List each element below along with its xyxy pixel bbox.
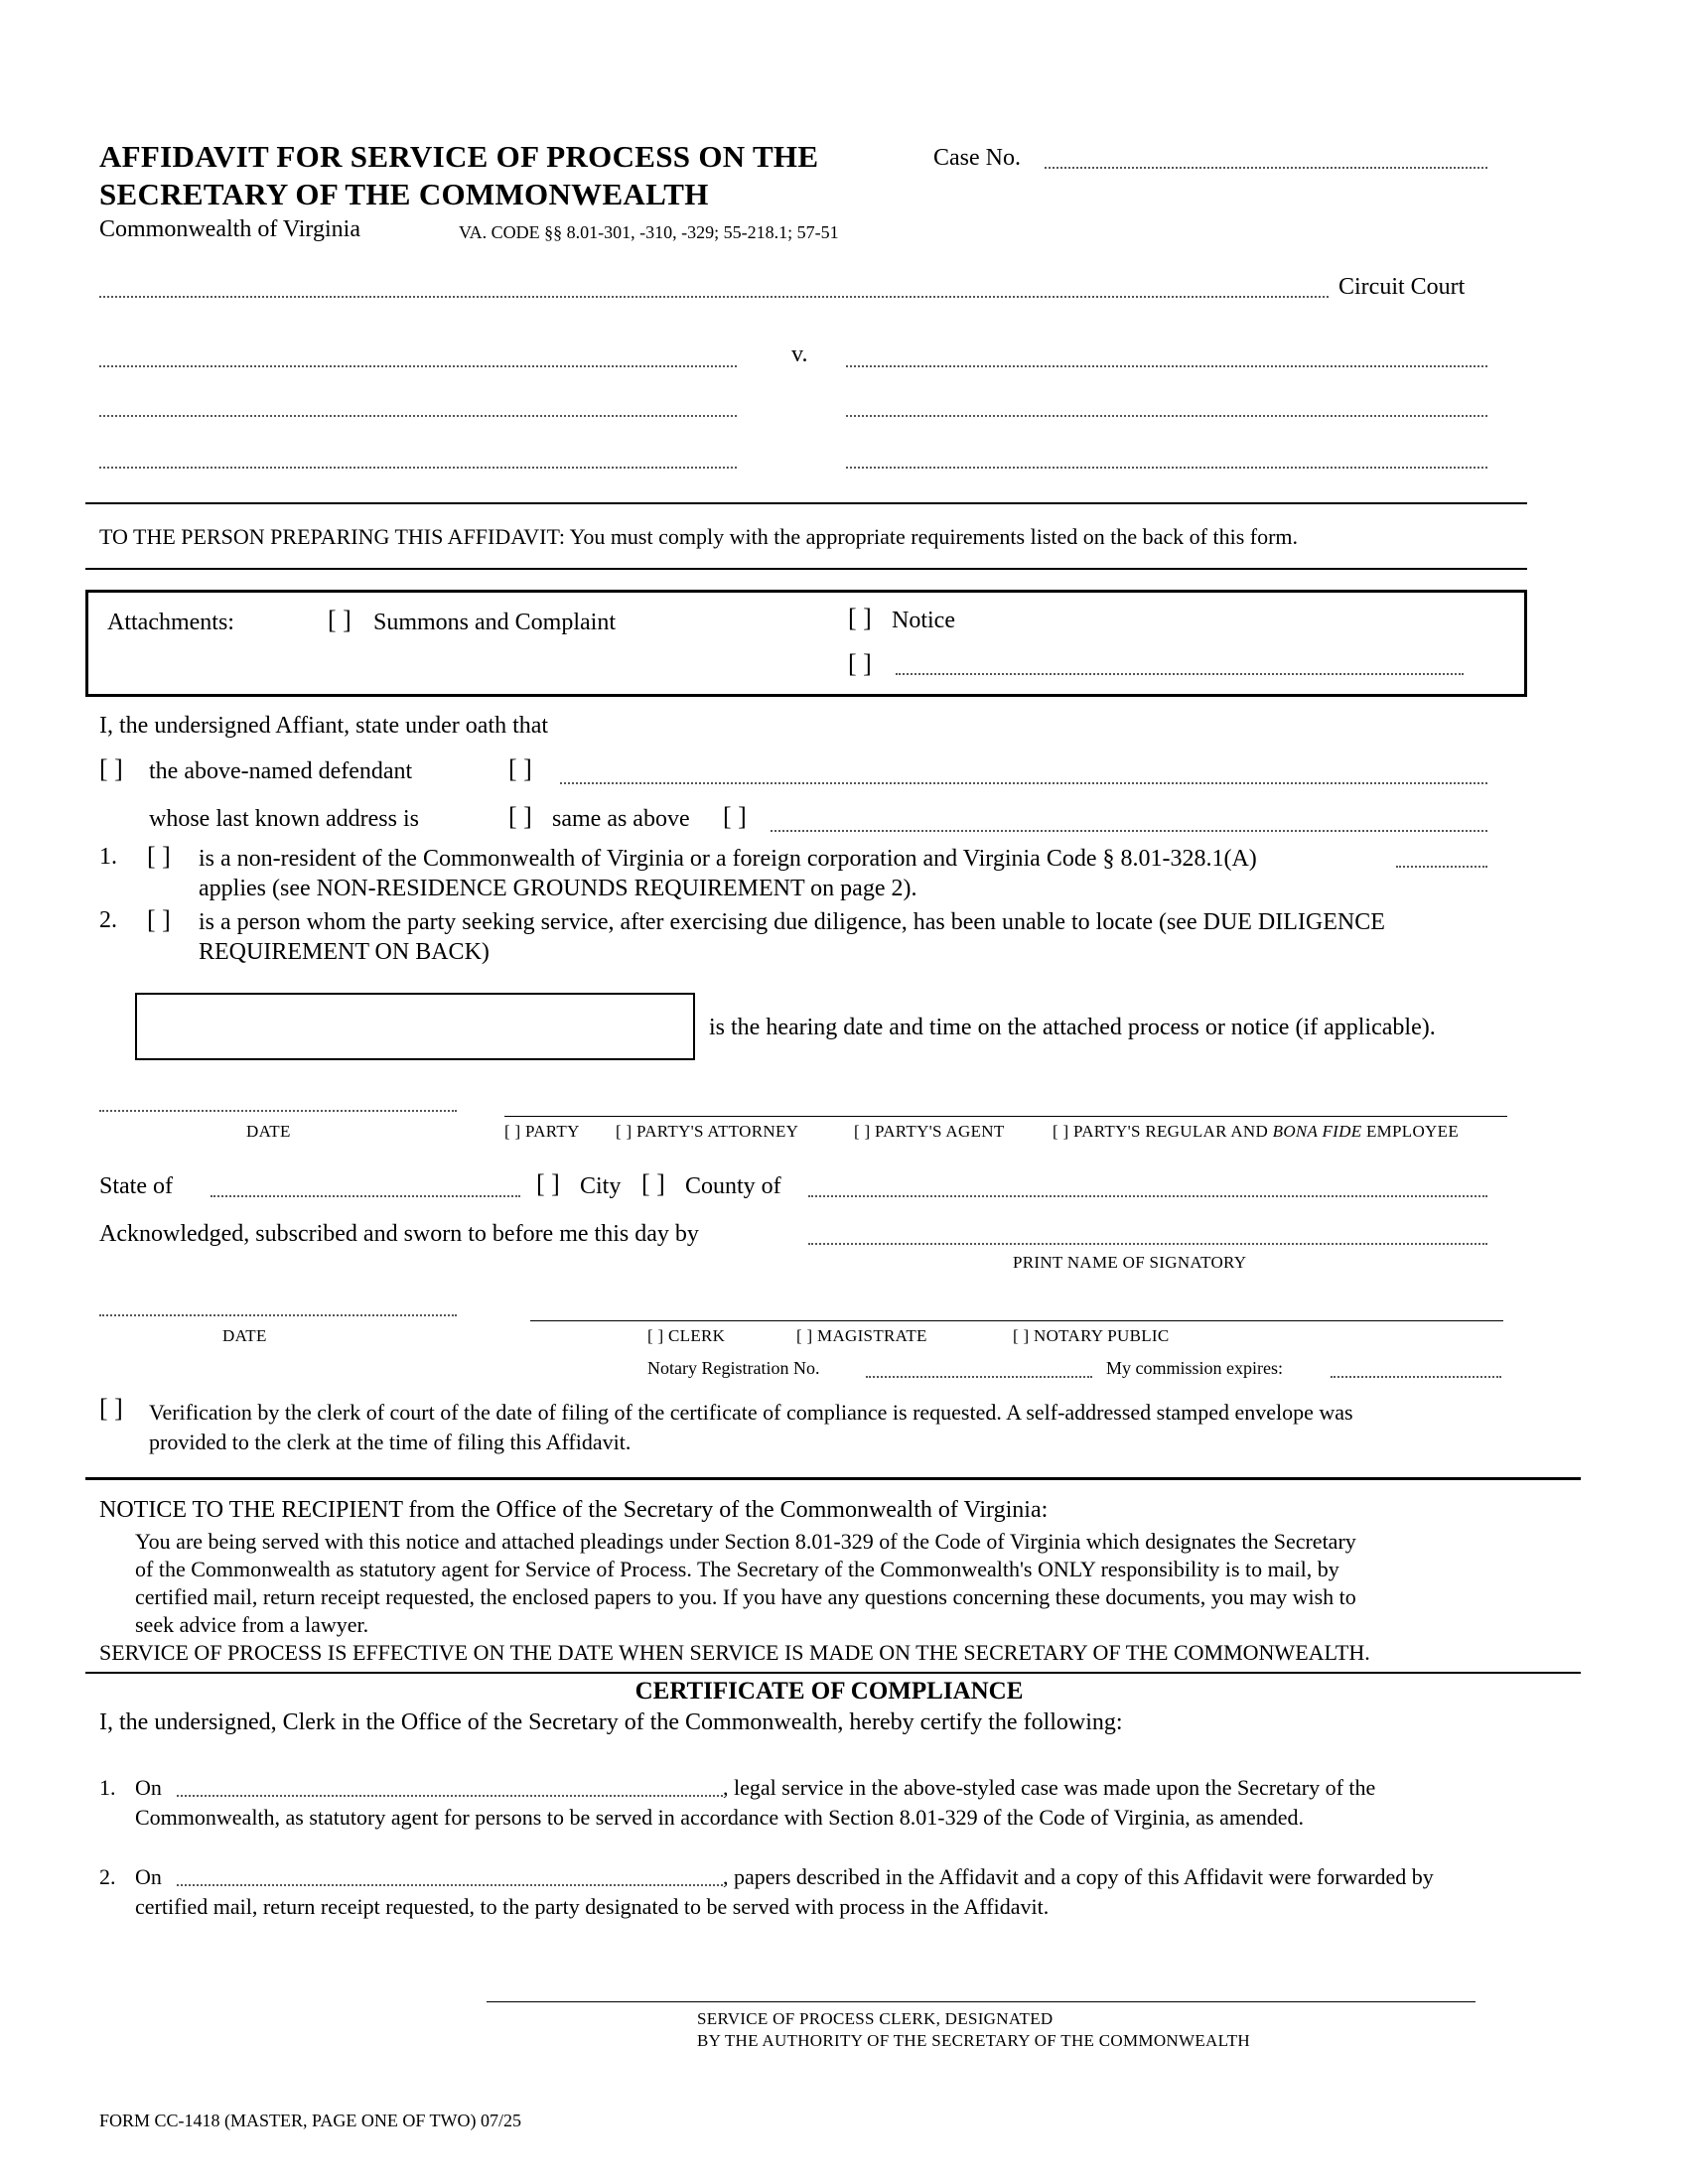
other-attachment-checkbox[interactable]: [ ] bbox=[848, 649, 872, 678]
notice-text-line2: of the Commonwealth as statutory agent for Service of Process. The Secretary of the Commonwealth's ONLY responsibility is to mail, by bbox=[135, 1557, 1339, 1581]
date-label: DATE bbox=[246, 1122, 291, 1141]
partys-agent-option[interactable]: [ ] PARTY'S AGENT bbox=[854, 1122, 1005, 1141]
notice-text-line4: seek advice from a lawyer. bbox=[135, 1612, 369, 1637]
address-label: whose last known address is bbox=[149, 806, 419, 832]
plaintiff-field-1[interactable] bbox=[99, 365, 737, 367]
service-date-field[interactable] bbox=[177, 1795, 723, 1797]
due-diligence-text-line1: is a person whom the party seeking service, after exercising due diligence, has been unable to locate (see DUE DILIGENCE bbox=[199, 909, 1385, 935]
hearing-date-input[interactable] bbox=[135, 993, 695, 1060]
same-as-above-checkbox[interactable]: [ ] bbox=[508, 802, 532, 831]
defendant-field-1[interactable] bbox=[846, 365, 1487, 367]
divider bbox=[85, 568, 1527, 570]
same-as-above-label: same as above bbox=[552, 806, 690, 832]
verification-text-line2: provided to the clerk at the time of filing this Affidavit. bbox=[149, 1430, 632, 1454]
signature-line[interactable] bbox=[504, 1116, 1507, 1117]
affiant-intro: I, the undersigned Affiant, state under oath that bbox=[99, 713, 549, 739]
magistrate-option[interactable]: [ ] MAGISTRATE bbox=[796, 1326, 927, 1345]
verification-text-line1: Verification by the clerk of court of the date of filing of the certificate of compliance is requested. A self-addressed stamped envelope was bbox=[149, 1400, 1353, 1425]
attachments-box bbox=[85, 590, 1527, 697]
notice-checkbox[interactable]: [ ] bbox=[848, 604, 872, 632]
notice-text-line3: certified mail, return receipt requested, the enclosed papers to you. If you have any questions concerning these documents, you may wish to bbox=[135, 1584, 1356, 1609]
forwarded-text-line1: , papers described in the Affidavit and a copy of this Affidavit were forwarded by bbox=[723, 1864, 1434, 1889]
divider bbox=[85, 502, 1527, 504]
partys-employee-option[interactable]: [ ] PARTY'S REGULAR AND BONA FIDE EMPLOYEE bbox=[1053, 1122, 1459, 1141]
date-field[interactable] bbox=[99, 1110, 457, 1112]
va-code: VA. CODE §§ 8.01-301, -310, -329; 55-218.1; 57-51 bbox=[459, 222, 839, 242]
city-checkbox[interactable]: [ ] bbox=[536, 1169, 560, 1198]
preparer-instruction: TO THE PERSON PREPARING THIS AFFIDAVIT: You must comply with the appropriate requirements listed on the back of this form. bbox=[99, 524, 1299, 549]
forwarded-text-line2: certified mail, return receipt requested, to the party designated to be served with process in the Affidavit. bbox=[135, 1894, 1050, 1919]
certificate-intro: I, the undersigned, Clerk in the Office of the Secretary of the Commonwealth, hereby certify the following: bbox=[99, 1709, 1123, 1735]
other-address-field[interactable] bbox=[771, 830, 1487, 832]
clerk-label: CLERK bbox=[668, 1326, 726, 1345]
case-no-field[interactable] bbox=[1045, 167, 1487, 169]
defendant-label: the above-named defendant bbox=[149, 758, 413, 784]
form-id: FORM CC-1418 (MASTER, PAGE ONE OF TWO) 07/25 bbox=[99, 2111, 522, 2130]
notary-date-label: DATE bbox=[222, 1326, 267, 1345]
commission-label: My commission expires: bbox=[1106, 1358, 1283, 1378]
clerk-title-line2: BY THE AUTHORITY OF THE SECRETARY OF THE COMMONWEALTH bbox=[697, 2031, 1250, 2050]
plaintiff-field-3[interactable] bbox=[99, 467, 737, 469]
partys-employee-label-c: EMPLOYEE bbox=[1365, 1122, 1459, 1141]
other-address-checkbox[interactable]: [ ] bbox=[723, 802, 747, 831]
due-diligence-checkbox[interactable]: [ ] bbox=[147, 905, 171, 934]
verification-checkbox[interactable]: [ ] bbox=[99, 1394, 123, 1423]
partys-attorney-label: PARTY'S ATTORNEY bbox=[636, 1122, 799, 1141]
defendant-field-2[interactable] bbox=[846, 415, 1487, 417]
certificate-heading: CERTIFICATE OF COMPLIANCE bbox=[634, 1678, 1024, 1705]
registration-label: Notary Registration No. bbox=[647, 1358, 820, 1378]
party-label: PARTY bbox=[525, 1122, 580, 1141]
divider bbox=[85, 1672, 1581, 1674]
on-label: On bbox=[135, 1775, 162, 1800]
form-title-line2: SECRETARY OF THE COMMONWEALTH bbox=[99, 177, 709, 211]
magistrate-label: MAGISTRATE bbox=[817, 1326, 927, 1345]
notary-date-field[interactable] bbox=[99, 1314, 457, 1316]
forwarded-date-field[interactable] bbox=[177, 1884, 723, 1886]
divider bbox=[85, 1477, 1581, 1480]
service-effective-notice: SERVICE OF PROCESS IS EFFECTIVE ON THE DATE WHEN SERVICE IS MADE ON THE SECRETARY OF THE COMMONWEALTH. bbox=[99, 1640, 1370, 1665]
other-party-field[interactable] bbox=[560, 782, 1487, 784]
item-number: 1. bbox=[99, 844, 117, 870]
defendant-field-3[interactable] bbox=[846, 467, 1487, 469]
non-resident-checkbox[interactable]: [ ] bbox=[147, 842, 171, 871]
clerk-signature-line[interactable] bbox=[487, 2001, 1476, 2002]
notice-heading: NOTICE TO THE RECIPIENT from the Office of the Secretary of the Commonwealth of Virginia: bbox=[99, 1497, 1049, 1523]
plaintiff-field-2[interactable] bbox=[99, 415, 737, 417]
acknowledged-label: Acknowledged, subscribed and sworn to before me this day by bbox=[99, 1221, 699, 1247]
registration-field[interactable] bbox=[866, 1376, 1092, 1378]
due-diligence-text-line2: REQUIREMENT ON BACK) bbox=[199, 939, 490, 965]
city-label: City bbox=[580, 1173, 622, 1199]
case-no-label: Case No. bbox=[933, 145, 1021, 171]
partys-employee-label-a: PARTY'S REGULAR AND bbox=[1073, 1122, 1269, 1141]
clerk-title-line1: SERVICE OF PROCESS CLERK, DESIGNATED bbox=[697, 2009, 1054, 2028]
clerk-option[interactable]: [ ] CLERK bbox=[647, 1326, 726, 1345]
summons-label: Summons and Complaint bbox=[373, 610, 617, 635]
circuit-court-label: Circuit Court bbox=[1338, 274, 1466, 300]
attachments-label: Attachments: bbox=[107, 610, 234, 635]
jurisdiction: Commonwealth of Virginia bbox=[99, 216, 360, 242]
city-county-field[interactable] bbox=[808, 1195, 1487, 1197]
commission-field[interactable] bbox=[1331, 1376, 1501, 1378]
signatory-name-field[interactable] bbox=[808, 1243, 1487, 1245]
party-option[interactable]: [ ] PARTY bbox=[504, 1122, 580, 1141]
print-name-label: PRINT NAME OF SIGNATORY bbox=[1013, 1253, 1247, 1272]
state-of-label: State of bbox=[99, 1173, 173, 1199]
non-resident-dots bbox=[1396, 866, 1487, 868]
notary-public-label: NOTARY PUBLIC bbox=[1034, 1326, 1170, 1345]
on-label: On bbox=[135, 1864, 162, 1889]
defendant-checkbox[interactable]: [ ] bbox=[99, 754, 123, 783]
notice-text-line1: You are being served with this notice and attached pleadings under Section 8.01-329 of the Code of Virginia which designates the Secretary bbox=[135, 1529, 1356, 1554]
officer-signature-line[interactable] bbox=[530, 1320, 1503, 1321]
service-text-line2: Commonwealth, as statutory agent for persons to be served in accordance with Section 8.01-329 of the Code of Virginia, as amended. bbox=[135, 1805, 1305, 1830]
item-number: 1. bbox=[99, 1775, 116, 1800]
notice-label: Notice bbox=[892, 608, 955, 633]
form-title-line1: AFFIDAVIT FOR SERVICE OF PROCESS ON THE bbox=[99, 139, 819, 174]
court-name-field[interactable] bbox=[99, 296, 1329, 298]
hearing-date-text: is the hearing date and time on the attached process or notice (if applicable). bbox=[709, 1015, 1436, 1040]
item-number: 2. bbox=[99, 1864, 116, 1889]
county-checkbox[interactable]: [ ] bbox=[641, 1169, 665, 1198]
other-attachment-field[interactable] bbox=[896, 673, 1464, 675]
item-number: 2. bbox=[99, 907, 117, 933]
partys-agent-label: PARTY'S AGENT bbox=[875, 1122, 1005, 1141]
summons-checkbox[interactable]: [ ] bbox=[328, 606, 352, 634]
versus-label: v. bbox=[791, 341, 808, 367]
state-field[interactable] bbox=[211, 1195, 520, 1197]
partys-attorney-option[interactable]: [ ] PARTY'S ATTORNEY bbox=[616, 1122, 799, 1141]
county-of-label: County of bbox=[685, 1173, 781, 1199]
service-text-line1: , legal service in the above-styled case was made upon the Secretary of the bbox=[723, 1775, 1376, 1800]
non-resident-text-line2: applies (see NON-RESIDENCE GROUNDS REQUIREMENT on page 2). bbox=[199, 876, 917, 901]
notary-public-option[interactable]: [ ] NOTARY PUBLIC bbox=[1013, 1326, 1170, 1345]
bona-fide-label: BONA FIDE bbox=[1272, 1122, 1362, 1141]
non-resident-text-line1: is a non-resident of the Commonwealth of Virginia or a foreign corporation and Virginia Code § 8.01-328.1(A) bbox=[199, 846, 1257, 872]
other-party-checkbox[interactable]: [ ] bbox=[508, 754, 532, 783]
